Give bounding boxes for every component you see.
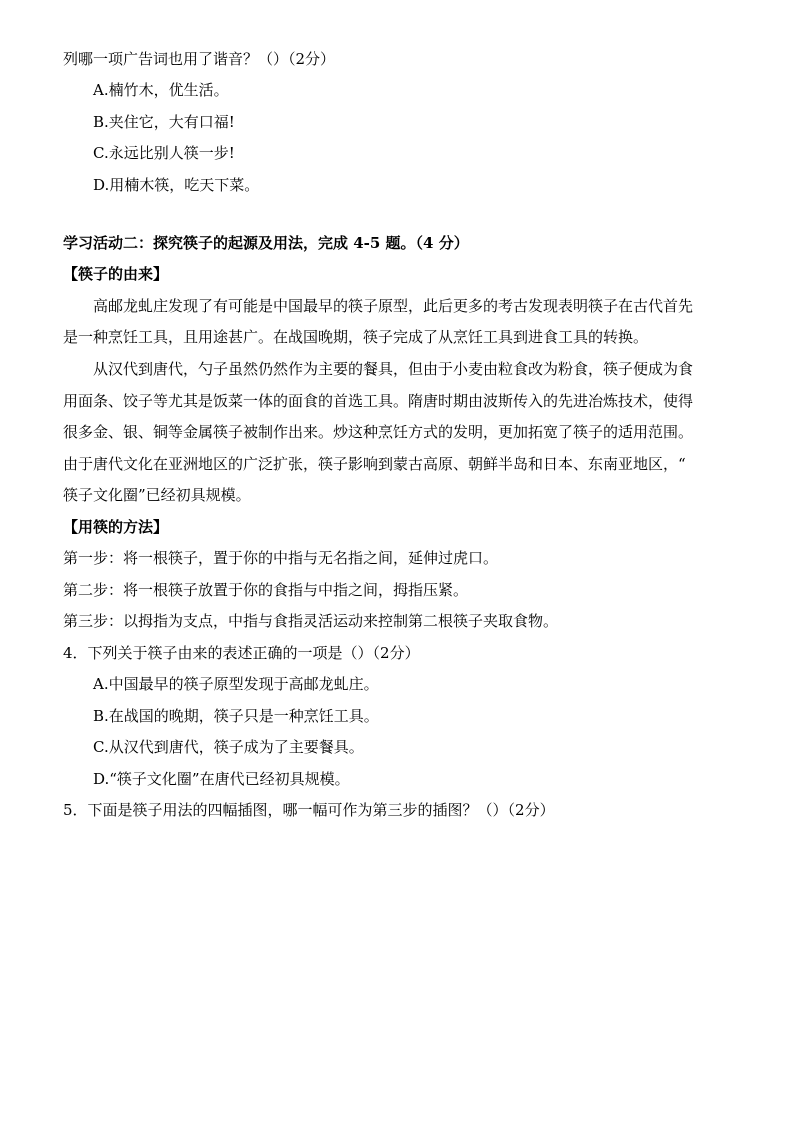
origin-para2-line1: 从汉代到唐代，勺子虽然仍然作为主要的餐具，但由于小麦由粒食改为粉食，筷子便成为食 — [93, 360, 694, 378]
q4-option-d: D.“筷子文化圈”在唐代已经初具规模。 — [93, 770, 350, 788]
method-step-2: 第二步：将一根筷子放置于你的食指与中指之间，拇指压紧。 — [63, 581, 469, 599]
q4-option-b: B.在战国的晚期，筷子只是一种烹饪工具。 — [93, 707, 379, 725]
q4-option-a: A.中国最早的筷子原型发现于高邮龙虬庄。 — [93, 675, 379, 693]
q3-stem: 列哪一项广告词也用了谐音？（）（2分） — [63, 50, 336, 68]
q4-option-c: C.从汉代到唐代，筷子成为了主要餐具。 — [93, 738, 364, 756]
q4-stem: 4．下列关于筷子由来的表述正确的一项是（）（2分） — [63, 644, 420, 662]
origin-title: 【筷子的由来】 — [63, 265, 169, 283]
origin-para1-line1: 高邮龙虬庄发现了有可能是中国最早的筷子原型，此后更多的考古发现表明筷子在古代首先 — [93, 297, 694, 315]
q3-option-a: A.楠竹木，优生活。 — [93, 81, 229, 99]
method-step-1: 第一步：将一根筷子，置于你的中指与无名指之间，延伸过虎口。 — [63, 549, 499, 567]
activity2-heading: 学习活动二：探究筷子的起源及用法，完成 4-5 题。（4 分） — [63, 234, 469, 252]
origin-para2-line3: 很多金、银、铜等金属筷子被制作出来。炒这种烹饪方式的发明，更加拓宽了筷子的适用范围。 — [63, 423, 694, 441]
method-step-3: 第三步：以拇指为支点，中指与食指灵活运动来控制第二根筷子夹取食物。 — [63, 612, 559, 630]
q3-option-b: B.夹住它，大有口福! — [93, 113, 235, 131]
origin-para1-line2: 是一种烹饪工具，且用途甚广。在战国晚期，筷子完成了从烹饪工具到进食工具的转换。 — [63, 328, 649, 346]
origin-para2-line5: 筷子文化圈”已经初具规模。 — [63, 486, 251, 504]
q5-stem: 5．下面是筷子用法的四幅插图，哪一幅可作为第三步的插图？（）（2分） — [63, 801, 555, 819]
origin-para2-line2: 用面条、饺子等尤其是饭菜一体的面食的首选工具。隋唐时期由波斯传入的先进冶炼技术，使得 — [63, 392, 694, 410]
q3-option-d: D.用楠木筷，吃天下菜。 — [93, 176, 260, 194]
q3-option-c: C.永远比别人筷一步! — [93, 144, 235, 162]
origin-para2-line4: 由于唐代文化在亚洲地区的广泛扩张，筷子影响到蒙古高原、朝鲜半岛和日本、东南亚地区，“ — [63, 455, 686, 473]
method-title: 【用筷的方法】 — [63, 518, 169, 536]
